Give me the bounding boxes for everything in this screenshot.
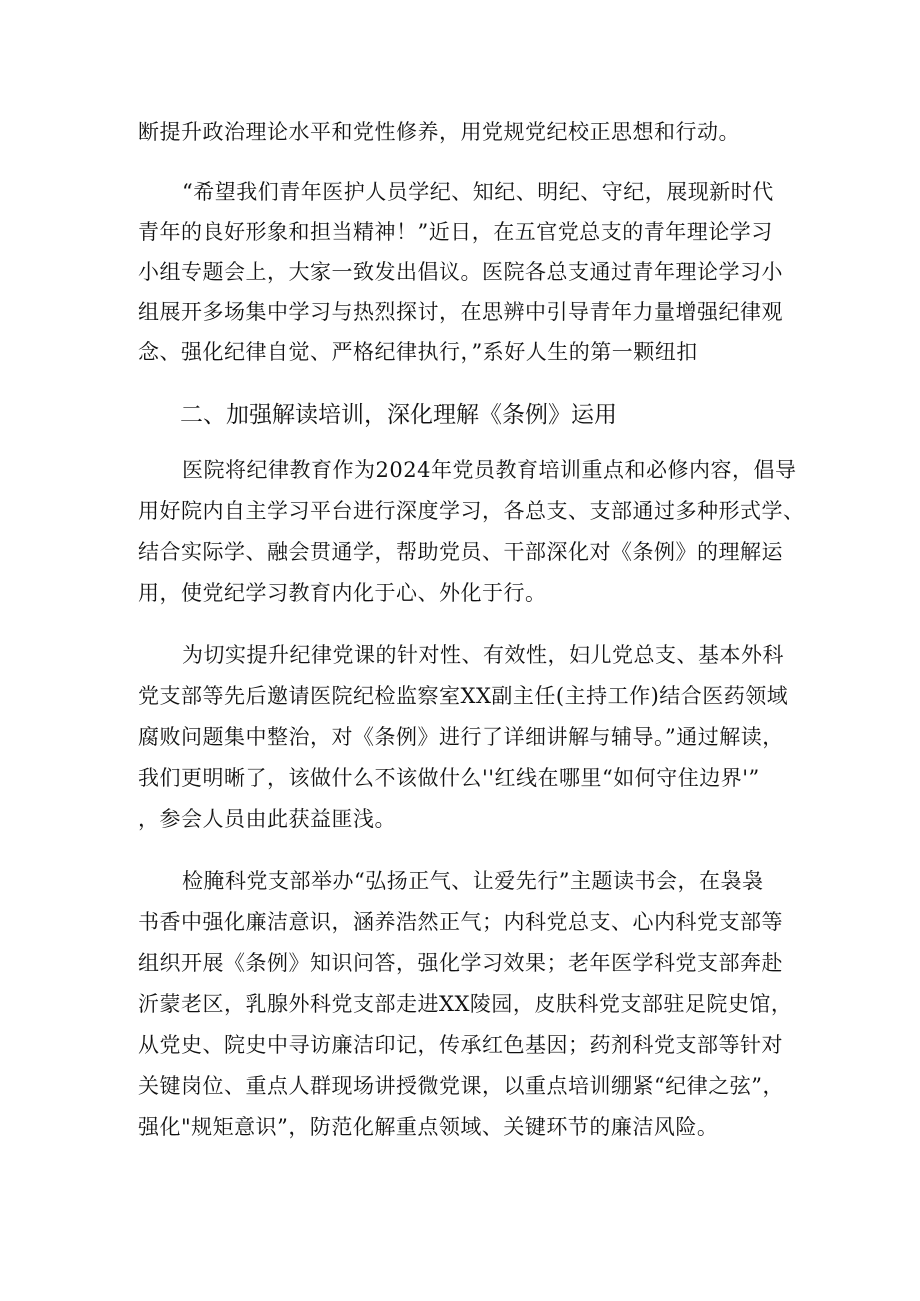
paragraph-line: 书香中强化廉洁意识，涵养浩然正气；内科党总支、心内科党支部等 — [138, 910, 783, 934]
paragraph-line: 用，使党纪学习教育内化于心、外化于行。 — [138, 581, 547, 605]
paragraph-line: ，参会人员由此获益匪浅。 — [138, 807, 396, 831]
paragraph-line: 医院将纪律教育作为2024年党员教育培训重点和必修内容，倡导 — [182, 458, 797, 482]
paragraph-line: 党支部等先后邀请医院纪检监察室XX副主任(主持工作)结合医药领域 — [138, 684, 789, 708]
paragraph-line: 腐败问题集中整治，对《条例》进行了详细讲解与辅导。”通过解读， — [138, 725, 784, 749]
paragraph-line: 沂蒙老区，乳腺外科党支部走进XX陵园，皮肤科党支部驻足院史馆， — [138, 992, 793, 1016]
paragraph-line: “希望我们青年医护人员学纪、知纪、明纪、守纪，展现新时代 — [182, 180, 774, 204]
paragraph-line: 组展开多场集中学习与热烈探讨，在思辨中引导青年力量增强纪律观 — [138, 300, 783, 324]
paragraph-line: 强化"规矩意识”，防范化解重点领域、关键环节的廉洁风险。 — [138, 1115, 719, 1139]
paragraph-line: 结合实际学、融会贯通学，帮助党员、干部深化对《条例》的理解运 — [138, 540, 783, 564]
paragraph-line: 断提升政治理论水平和党性修养，用党规党纪校正思想和行动。 — [138, 120, 740, 144]
paragraph-line: 组织开展《条例》知识问答，强化学习效果；老年医学科党支部奔赴 — [138, 951, 783, 975]
paragraph-line: 关键岗位、重点人群现场讲授微党课，以重点培训绷紧“纪律之弦”， — [138, 1074, 784, 1098]
paragraph-line: 念、强化纪律自觉、严格纪律执行，”系好人生的第一颗纽扣 — [138, 340, 698, 364]
paragraph-line: 青年的良好形象和担当精神！”近日，在五官党总支的青年理论学习 — [138, 220, 773, 244]
paragraph-line: 从党史、院史中寻访廉洁印记，传承红色基因；药剂科党支部等针对 — [138, 1033, 783, 1057]
section-heading: 二、加强解读培训，深化理解《条例》运用 — [180, 402, 617, 428]
paragraph-line: 我们更明晰了，该做什么不该做什么''红线在哪里“如何守住边界'” — [138, 766, 760, 790]
paragraph-line: 检腌科党支部举办“弘扬正气、让爱先行”主题读书会，在袅袅 — [182, 869, 764, 893]
paragraph-line: 为切实提升纪律党课的针对性、有效性，妇儿党总支、基本外科 — [182, 643, 784, 667]
paragraph-line: 小组专题会上，大家一致发出倡议。医院各总支通过青年理论学习小 — [138, 260, 783, 284]
paragraph-line: 用好院内自主学习平台进行深度学习，各总支、支部通过多种形式学、 — [138, 499, 805, 523]
